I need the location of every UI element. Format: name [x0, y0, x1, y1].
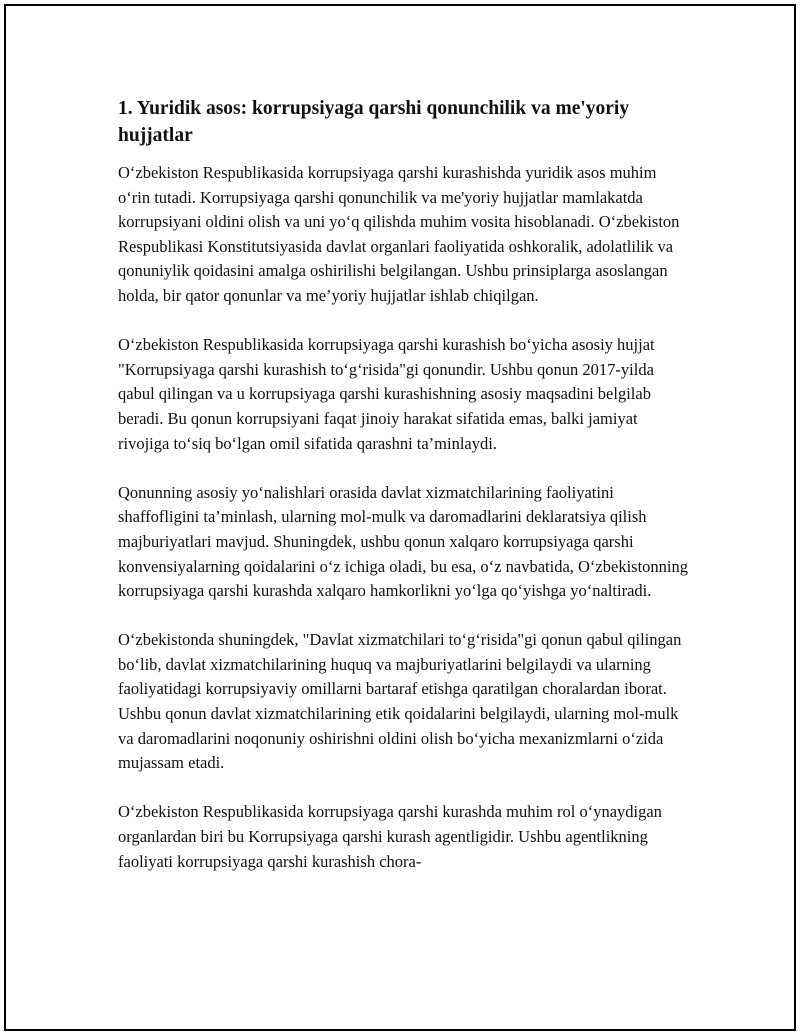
paragraph-2: O‘zbekiston Respublikasida korrupsiyaga qarshi kurashish bo‘yicha asosiy hujjat "Korrupsiyaga qarshi kurashish to‘g‘risida"gi qonundir. Ushbu qonun 2017-yilda qabul qilingan va u korrupsiyaga qarshi kurashishning asosiy maqsadini belgilab beradi. Bu qonun korrupsiyani faqat jinoiy harakat sifatida emas, balki jamiyat rivojiga to‘siq bo‘lgan omil sifatida qarashni ta’minlaydi.	[118, 335, 655, 453]
paragraph-4: O‘zbekistonda shuningdek, "Davlat xizmatchilari to‘g‘risida"gi qonun qabul qilingan bo‘lib, davlat xizmatchilarining huquq va majburiyatlarini belgilaydi va ularning faoliyatidagi korrupsiyaviy omillarni bartaraf etishga qaratilgan choralardan iborat. Ushbu qonun davlat xizmatchilarining etik qoidalarini belgilaydi, ularning mol-mulk va daromadlarini noqonuniy oshirishni oldini olish bo‘yicha mexanizmlarni o‘zida mujassam etadi.	[118, 630, 682, 773]
document-body	[118, 95, 688, 899]
section-heading: 1. Yuridik asos: korrupsiyaga qarshi qonunchilik va me'yoriy hujjatlar	[118, 98, 630, 146]
paragraph-3: Qonunning asosiy yo‘nalishlari orasida davlat xizmatchilarining faoliyatini shaffofligini ta’minlash, ularning mol-mulk va daromadlarini deklaratsiya qilish majburiyatlari mavjud. Shuningdek, ushbu qonun xalqaro korrupsiyaga qarshi konvensiyalarning qoidalarini o‘z ichiga oladi, bu esa, o‘z navbatida, O‘zbekistonning korrupsiyaga qarshi kurashda xalqaro hamkorlikni yo‘lga qo‘yishga yo‘naltiradi.	[118, 482, 688, 601]
paragraph-5: O‘zbekiston Respublikasida korrupsiyaga qarshi kurashda muhim rol o‘ynaydigan organlardan biri bu Korrupsiyaga qarshi kurash agentligidir. Ushbu agentlikning faoliyati korrupsiyaga qarshi kurashish chora-	[118, 802, 662, 871]
paragraph-1: O‘zbekiston Respublikasida korrupsiyaga qarshi kurashishda yuridik asos muhim o‘rin tutadi. Korrupsiyaga qarshi qonunchilik va me'yoriy hujjatlar mamlakatda korrupsiyani oldini olish va uni yo‘q qilishda muhim vosita hisoblanadi. O‘zbekiston Respublikasi Konstitutsiyasida davlat organlari faoliyatida oshkoralik, adolatlilik va qonuniylik qoidasini amalga oshirilishi belgilangan. Ushbu prinsiplarga asoslangan holda, bir qator qonunlar va me’yoriy hujjatlar ishlab chiqilgan.	[118, 163, 680, 305]
